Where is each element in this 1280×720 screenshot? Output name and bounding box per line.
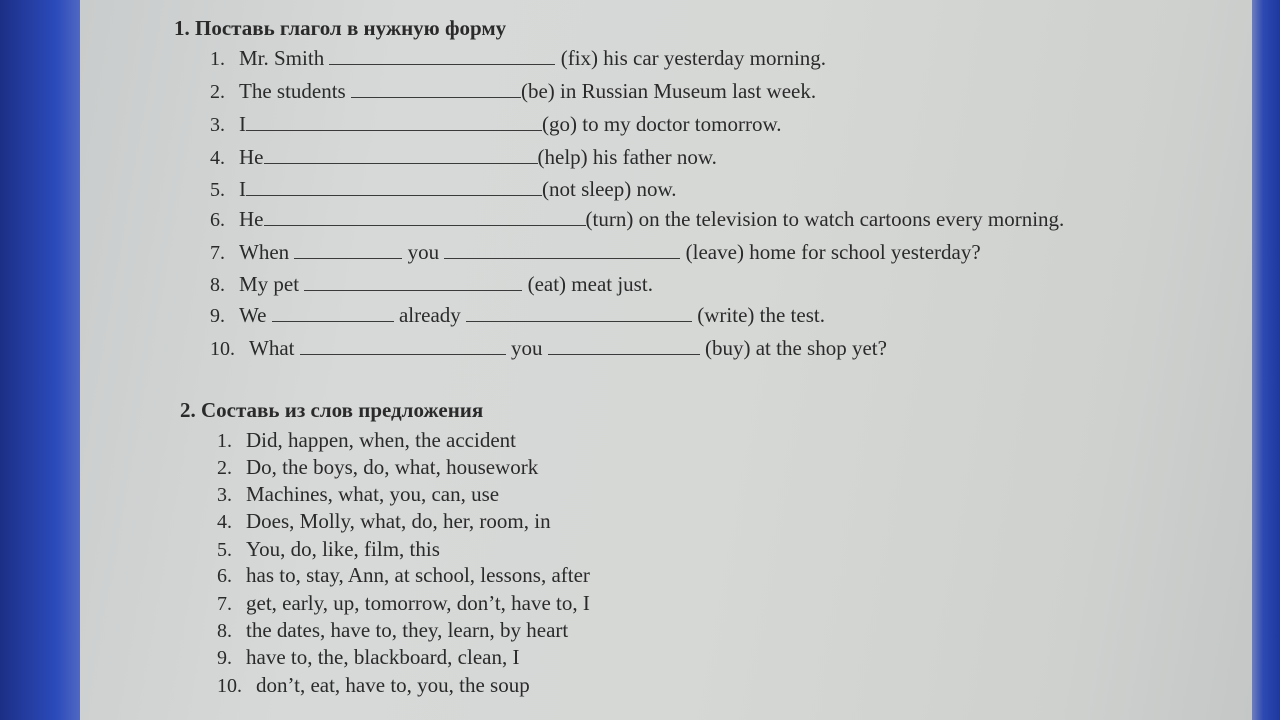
answer-blank: [246, 176, 542, 196]
answer-blank: [329, 45, 555, 65]
sentence-item-9: [217, 644, 519, 671]
sentence-item-7: [217, 590, 590, 617]
item-number: 3.: [210, 114, 225, 136]
item-number: 4.: [217, 511, 232, 533]
item-number: 10.: [210, 338, 235, 360]
sentence-item-3: [217, 481, 499, 508]
item-number: 8.: [210, 274, 225, 296]
item-tail: (fix) his car yesterday morning.: [560, 46, 827, 70]
item-number: 5.: [217, 539, 232, 561]
section-2-title: 2. Составь из слов предложения: [180, 398, 484, 422]
item-words: Do, the boys, do, what, housework: [246, 455, 539, 479]
answer-blank: [300, 335, 506, 355]
sentence-item-10: [217, 672, 530, 699]
answer-blank: [294, 239, 402, 259]
task-item-9: [210, 302, 825, 329]
answer-blank: [264, 206, 586, 226]
item-subject: We: [239, 303, 267, 327]
item-subject: The students: [239, 79, 346, 103]
item-middle: you: [510, 336, 543, 360]
task-item-8: [210, 271, 653, 298]
item-words: Does, Molly, what, do, her, room, in: [246, 509, 551, 533]
item-number: 9.: [210, 305, 225, 327]
answer-blank: [304, 271, 522, 291]
item-number: 4.: [210, 147, 225, 169]
task-item-10: [210, 335, 887, 362]
answer-blank: [272, 302, 394, 322]
sentence-item-8: [217, 617, 568, 644]
item-words: You, do, like, film, this: [246, 537, 440, 561]
item-number: 2.: [210, 81, 225, 103]
item-number: 7.: [210, 242, 225, 264]
monitor-bezel-left: [0, 0, 80, 720]
sentence-item-6: [217, 562, 590, 589]
section-1-title: 1. Поставь глагол в нужную форму: [174, 16, 507, 40]
item-words: Machines, what, you, can, use: [246, 482, 500, 506]
task-item-5: [210, 176, 677, 203]
answer-blank: [246, 111, 542, 131]
item-tail: (write) the test.: [697, 303, 825, 327]
item-tail: (be) in Russian Museum last week.: [520, 79, 817, 103]
item-middle: you: [407, 240, 440, 264]
item-tail: (not sleep) now.: [542, 177, 677, 201]
item-subject: He: [239, 145, 264, 169]
item-tail: (turn) on the television to watch cartoons every morning.: [585, 207, 1065, 231]
answer-blank: [548, 335, 700, 355]
item-number: 1.: [217, 430, 232, 452]
item-number: 5.: [210, 179, 225, 201]
item-number: 8.: [217, 620, 232, 642]
task-item-3: [210, 111, 782, 138]
item-subject: He: [239, 207, 264, 231]
answer-blank: [264, 144, 538, 164]
item-number: 10.: [217, 675, 242, 697]
item-subject: When: [239, 240, 290, 264]
item-subject: I: [239, 112, 246, 136]
task-item-4: [210, 144, 717, 171]
item-number: 6.: [210, 209, 225, 231]
task-item-1: [210, 45, 826, 72]
task-item-6: [210, 206, 1064, 233]
item-subject: What: [249, 336, 295, 360]
task-item-7: [210, 239, 981, 266]
item-words: Did, happen, when, the accident: [246, 428, 516, 452]
item-tail: (go) to my doctor tomorrow.: [542, 112, 782, 136]
item-tail: (leave) home for school yesterday?: [685, 240, 981, 264]
answer-blank: [444, 239, 680, 259]
item-number: 1.: [210, 48, 225, 70]
sentence-item-5: [217, 536, 440, 563]
item-words: have to, the, blackboard, clean, I: [246, 645, 520, 669]
item-tail: (buy) at the shop yet?: [704, 336, 887, 360]
item-number: 2.: [217, 457, 232, 479]
item-words: the dates, have to, they, learn, by heart: [246, 618, 569, 642]
item-tail: (eat) meat just.: [527, 272, 653, 296]
monitor-bezel-right: [1252, 0, 1280, 720]
item-subject: My pet: [239, 272, 300, 296]
item-number: 9.: [217, 647, 232, 669]
item-words: get, early, up, tomorrow, don’t, have to, I: [246, 591, 590, 615]
item-words: has to, stay, Ann, at school, lessons, after: [246, 563, 590, 587]
answer-blank: [351, 78, 521, 98]
item-number: 6.: [217, 565, 232, 587]
item-subject: Mr. Smith: [239, 46, 325, 70]
worksheet-page: [80, 0, 1252, 720]
item-number: 3.: [217, 484, 232, 506]
item-number: 7.: [217, 593, 232, 615]
item-subject: I: [239, 177, 246, 201]
item-tail: (help) his father now.: [537, 145, 717, 169]
sentence-item-2: [217, 454, 538, 481]
answer-blank: [466, 302, 692, 322]
item-middle: already: [398, 303, 461, 327]
sentence-item-4: [217, 508, 551, 535]
sentence-item-1: [217, 427, 516, 454]
task-item-2: [210, 78, 816, 105]
item-words: don’t, eat, have to, you, the soup: [256, 673, 530, 697]
